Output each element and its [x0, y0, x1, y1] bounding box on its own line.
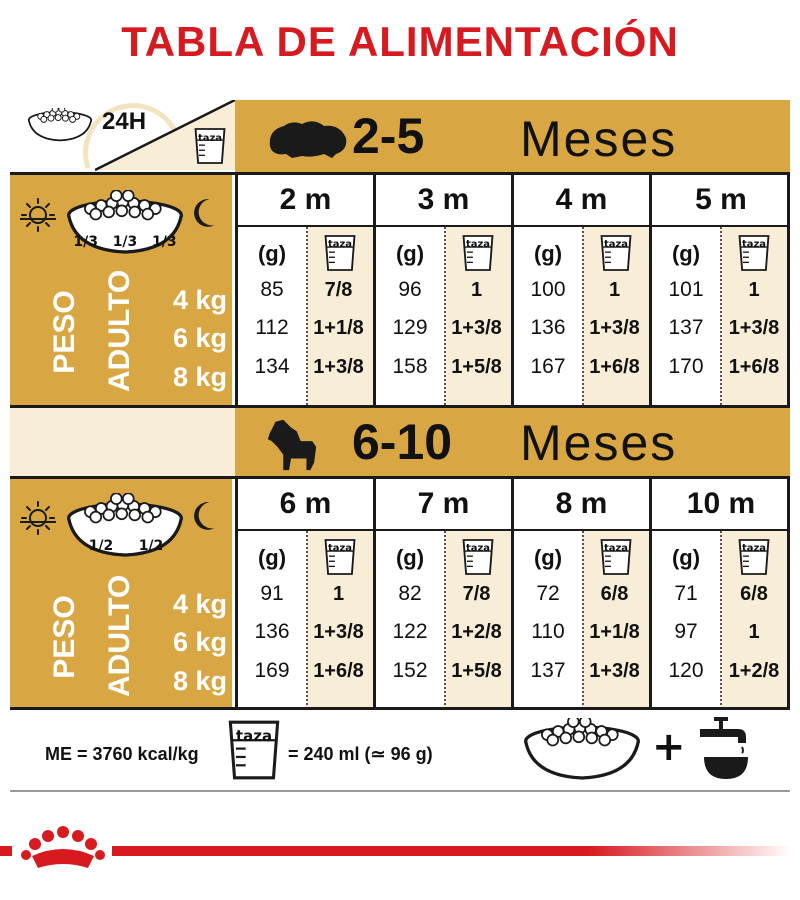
cups-value: 1+3/8: [313, 356, 364, 378]
grams-unit-label: (g): [671, 545, 701, 570]
grams-value: 72: [536, 582, 560, 605]
grams-value: 112: [255, 316, 289, 339]
cups-value: 1: [332, 583, 345, 605]
section1-age-word: Meses: [520, 111, 678, 167]
grams-value: 136: [254, 620, 290, 643]
divider: [787, 175, 790, 405]
grams-value: 152: [392, 659, 428, 682]
weight-4kg: 4 kg: [172, 589, 227, 619]
age-column-header: 6 m: [235, 479, 373, 529]
age-column-header: 10 m: [649, 479, 790, 529]
grams-value: 170: [668, 355, 704, 378]
grams-value: 122: [392, 620, 428, 643]
grams-unit-label: (g): [533, 241, 563, 266]
sun-icon: [18, 496, 58, 536]
age-column-header: 4 m: [511, 175, 649, 225]
water-tap-icon: [694, 712, 754, 784]
grams-value: 91: [260, 582, 284, 605]
age-column-header: 5 m: [649, 175, 790, 225]
grams-value: 100: [530, 278, 566, 301]
cups-value: 1+2/8: [451, 621, 502, 643]
plus-sign: +: [652, 724, 686, 770]
split-third: 1/3: [73, 234, 98, 250]
brand-line-left: [0, 846, 12, 856]
cups-value: 1+6/8: [728, 356, 780, 378]
grams-unit-label: (g): [257, 545, 287, 570]
split-third: 1/3: [152, 234, 177, 250]
cups-value: 1+6/8: [589, 356, 640, 378]
cup-icon-label: taza: [603, 239, 629, 250]
energy-label: ME = 3760 kcal/kg: [45, 744, 199, 764]
cup-icon-label: taza: [327, 239, 353, 250]
divider: [10, 707, 790, 710]
bowl-split: [66, 234, 184, 250]
dog-icon: [262, 414, 320, 472]
split-half: 1/2: [88, 538, 114, 554]
grams-value: 96: [398, 278, 422, 301]
cups-value: 1+3/8: [589, 660, 640, 682]
cups-value: 1+5/8: [451, 356, 502, 378]
cups-value: 1+1/8: [313, 317, 364, 339]
cup-equivalence: = 240 ml (≃ 96 g): [288, 744, 433, 764]
grams-value: 110: [531, 620, 565, 643]
crown-logo: [18, 822, 108, 878]
cups-value: 1+2/8: [728, 660, 780, 682]
grams-value: 137: [668, 316, 704, 339]
bowl-icon: [60, 493, 190, 565]
weight-4kg: 4 kg: [172, 285, 227, 315]
cups-value: 7/8: [462, 583, 491, 605]
grams-value: 137: [530, 659, 566, 682]
adulto-label: ADULTO: [103, 574, 136, 697]
grams-unit-label: (g): [533, 545, 563, 570]
section2-age-range: 6-10: [352, 414, 453, 470]
cups-value: 1: [748, 279, 760, 301]
cups-value: 7/8: [324, 279, 353, 301]
label-24h: 24H: [102, 108, 147, 135]
peso-label: PESO: [48, 290, 81, 374]
cups-value: 1+6/8: [313, 660, 364, 682]
peso-label: PESO: [48, 595, 81, 679]
bowl-icon: [517, 718, 647, 786]
cups-value: 1: [608, 279, 621, 301]
cups-value: 1+5/8: [451, 660, 502, 682]
cups-value: 6/8: [600, 583, 629, 605]
grams-value: 82: [398, 582, 422, 605]
cups-value: 1+1/8: [589, 621, 640, 643]
grams-unit-label: (g): [395, 545, 425, 570]
weight-6kg: 6 kg: [172, 323, 227, 353]
section-separator: [10, 405, 235, 477]
cup-icon: [193, 126, 227, 166]
brand-line: [112, 846, 792, 856]
grams-unit-label: (g): [671, 241, 701, 266]
cups-value: 6/8: [740, 583, 768, 605]
cup-icon-label: taza: [465, 239, 491, 250]
age-column-header: 7 m: [373, 479, 511, 529]
cups-value: 1+3/8: [313, 621, 364, 643]
grams-value: 134: [254, 355, 290, 378]
cup-icon-label: taza: [465, 543, 491, 554]
weight-8kg: 8 kg: [172, 362, 227, 392]
cups-value: 1+3/8: [589, 317, 640, 339]
cups-value: 1: [470, 279, 483, 301]
page-title: TABLA DE ALIMENTACIÓN: [121, 18, 679, 65]
cup-icon-label: taza: [197, 133, 223, 144]
cup-icon-label: taza: [741, 543, 767, 554]
split-third: 1/3: [112, 234, 138, 250]
adulto-label: ADULTO: [103, 269, 136, 392]
grams-value: 101: [668, 278, 704, 301]
section2-age-word: Meses: [520, 415, 678, 471]
age-column-header: 3 m: [373, 175, 511, 225]
grams-value: 71: [674, 582, 698, 605]
cups-value: 1: [748, 621, 760, 643]
sun-icon: [18, 193, 58, 233]
moon-icon: [192, 498, 218, 534]
grams-value: 120: [668, 659, 704, 682]
cup-icon-label: taza: [327, 543, 353, 554]
bowl-split: [76, 538, 176, 554]
age-column-header: 8 m: [511, 479, 649, 529]
grams-value: 85: [260, 278, 284, 301]
bowl-icon: [24, 108, 96, 144]
section1-age-range: 2-5: [352, 108, 425, 164]
grams-value: 169: [254, 659, 290, 682]
cup-icon-label: taza: [741, 239, 767, 250]
puppy-icon: [262, 112, 352, 162]
grams-value: 97: [674, 620, 698, 643]
divider: [787, 479, 790, 709]
moon-icon: [192, 195, 218, 231]
grams-unit-label: (g): [395, 241, 425, 266]
split-half: 1/2: [138, 538, 164, 554]
divider: [10, 790, 790, 792]
grams-value: 129: [392, 316, 428, 339]
cup-icon-label: taza: [235, 727, 273, 745]
cups-value: 1+3/8: [728, 317, 780, 339]
cups-value: 1+3/8: [451, 317, 502, 339]
bowl-icon: [60, 190, 190, 262]
age-column-header: 2 m: [235, 175, 373, 225]
weight-8kg: 8 kg: [172, 666, 227, 696]
grams-unit-label: (g): [257, 241, 287, 266]
weight-6kg: 6 kg: [172, 627, 227, 657]
grams-value: 167: [530, 355, 566, 378]
grams-value: 158: [392, 355, 428, 378]
grams-value: 136: [530, 316, 566, 339]
cup-icon-label: taza: [603, 543, 629, 554]
